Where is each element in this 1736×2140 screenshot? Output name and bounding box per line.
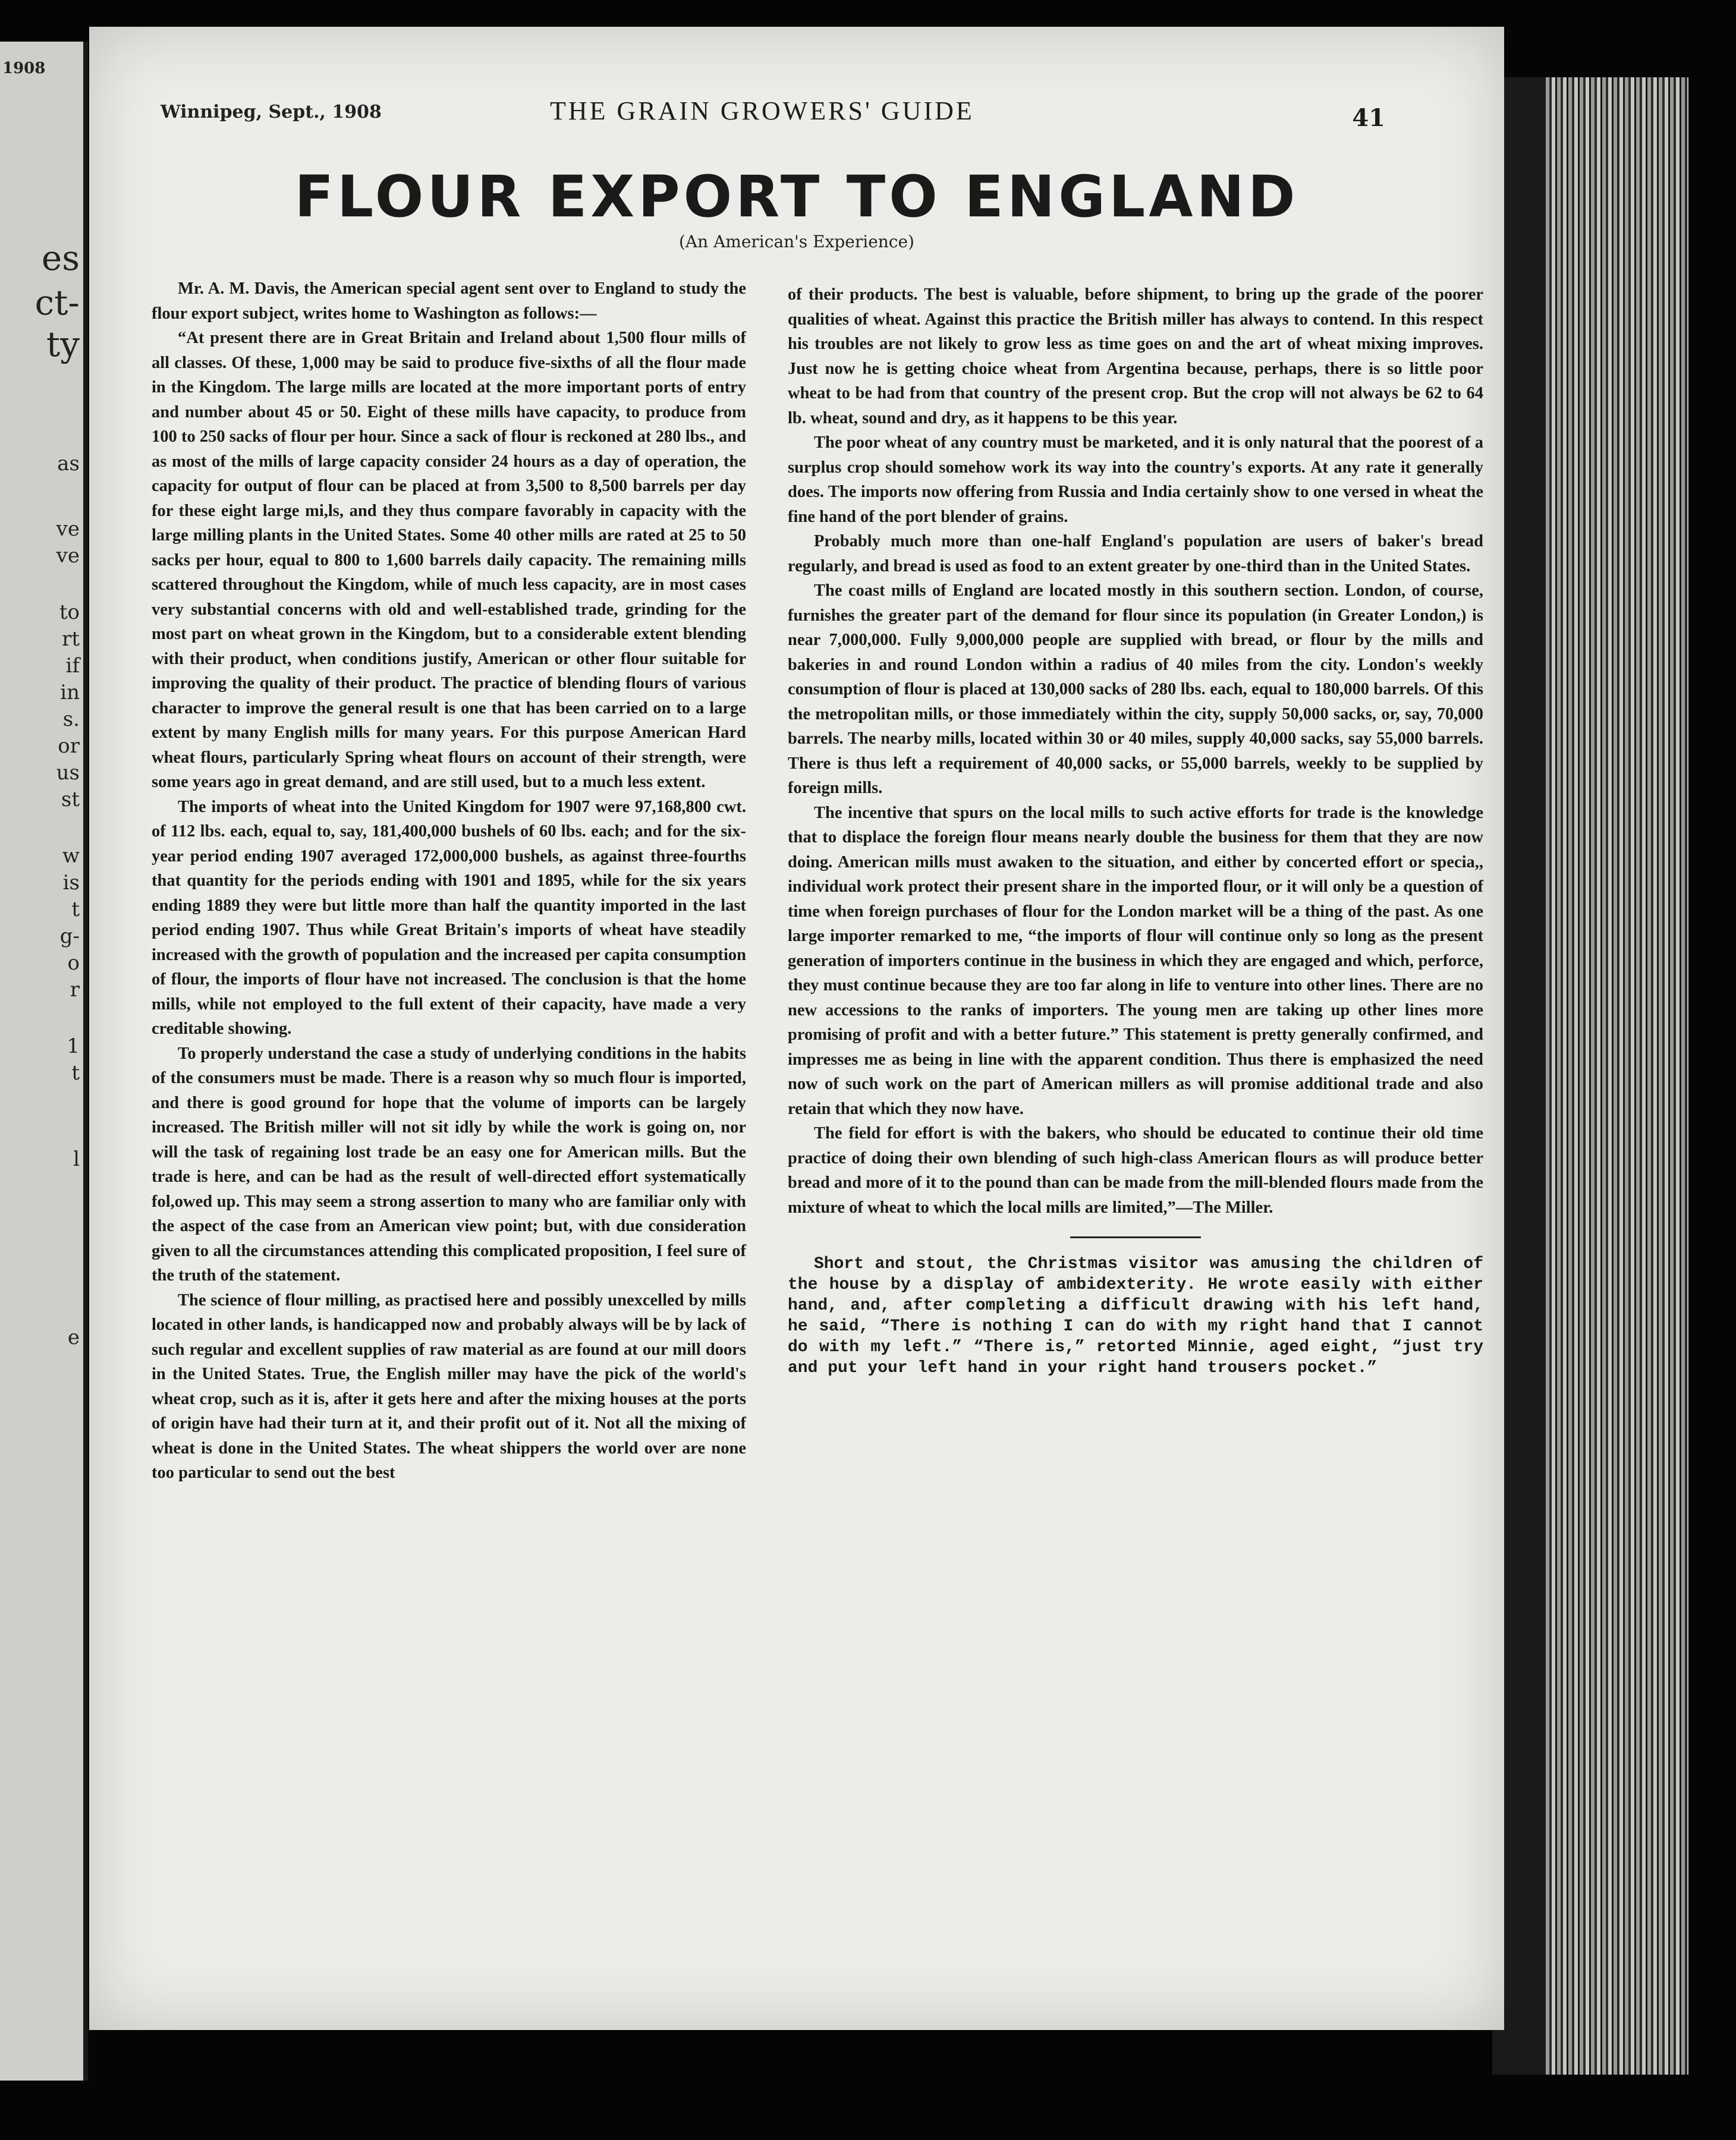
anecdote-filler (788, 1254, 1483, 1379)
book-page-edges-stack (1546, 77, 1688, 2075)
paragraph: The imports of wheat into the United Kingdom for 1907 were 97,168,800 cwt. of 112 lbs. each, equal to, say, 181,400,000 bushels of 60 lbs. each; and for the six-year period ending 1907 averaged 172,000,000 bushels, as against three-fourths that quantity for the periods ending with 1901 and 1895, while for the six years ending 1889 they were but little more than half the quantity imported in the last period ending 1907. Thus while Great Britain's imports of wheat have steadily increased with the growth of population and the increased per capita consumption of flour, the imports of flour have not increased. The conclusion is that the home mills, while not employed to the full extent of their capacity, have made a very creditable showing. (152, 797, 746, 1038)
previous-page-fragment: to (59, 600, 80, 624)
previous-page-fragment: ty (46, 324, 80, 364)
paragraph: The coast mills of England are located mostly in this southern section. London, of course, furnishes the greater part of the demand for flour since its population (in Greater London,) is near 7,000,000. Fully 9,000,000 people are supplied with bread, or flour by the mills and bakeries in and round London within a radius of 40 miles from the city. London's weekly consumption of flour is placed at 130,000 sacks of 280 lbs. each, equal to 180,000 barrels. Of this the metropolitan mills, or those immediately within the city, supply 50,000 sacks, or, say, 70,000 barrels. The nearby mills, located within 30 or 40 miles, supply 40,000 sacks, say 55,000 barrels. There is thus left a requirement of 40,000 sacks, or 55,000 barrels, weekly to be supplied by foreign mills. (788, 581, 1483, 797)
previous-page-fragment: as (57, 452, 80, 476)
previous-page-fragment: is (62, 871, 80, 895)
previous-page-fragment: e (67, 1326, 80, 1349)
previous-page-fragment: o (67, 951, 80, 975)
paragraph: Mr. A. M. Davis, the American special agent sent over to England to study the flour export subject, writes home to Washington as follows:— (152, 279, 746, 323)
publication-title: THE GRAIN GROWERS' GUIDE (550, 96, 974, 125)
paragraph: “At present there are in Great Britain and Ireland about 1,500 flour mills of all classes. Of these, 1,000 may be said to produce five-sixths of all the flour made in the Kingdom. The large mills are located at the more important ports of entry and number about 45 or 50. Eight of these mills have capacity, to produce from 100 to 250 sacks of flour per hour. Since a sack of flour is reckoned at 280 lbs., and as most of the mills of large capacity consider 24 hours as a day of operation, the capacity for output of flour can be placed at from 3,500 to 8,500 barrels per day for these eight large mi,ls, and they thus compare favorably in capacity with the large milling plants in the United States. Some 40 other mills are rated at 25 to 50 sacks per hour, equal to 800 to 1,600 barrels daily capacity. The remaining mills scattered throughout the Kingdom, while of much less capacity, are in most cases very substantial concerns with old and well-established trade, grinding for the most part on wheat grown in the Kingdom, but to a considerable extent blending with their product, when conditions justify, American or other flour suitable for improving the quality of their product. The practice of blending flours of various character to improve the general result is one that has been carried on to a large extent by many English mills for many years. For this purpose American Hard wheat flours, particularly Spring wheat flours on account of their strength, were some years ago in great demand, and are still used, but to a much less extent. (152, 329, 746, 791)
previous-page-fragment: ct- (34, 282, 80, 323)
previous-page-fragment: g- (59, 924, 80, 948)
paragraph: The poor wheat of any country must be marketed, and it is only natural that the poorest of a surplus crop should somehow work its way into the country's exports. At any rate it generally does. The imports now offering from Russia and India certainly show to one versed in wheat the fine hand of the port blender of grains. (788, 433, 1483, 526)
previous-page-fragment: w (62, 844, 80, 868)
anecdote-text: Short and stout, the Christmas visitor was amusing the children of the house by a display of ambidexterity. He wrote easily with either hand, and, after completing a difficult drawing with his left hand, he said, “There is nothing I can do with my right hand that I cannot do with my left.” “There is,” retorted Minnie, aged eight, “just try and put your left hand in your right hand trousers pocket.” (788, 1255, 1483, 1377)
previous-page-fragment: t (71, 1061, 80, 1085)
article-subtitle: (An American's Experience) (679, 232, 914, 251)
previous-page-fragment: l (73, 1147, 80, 1171)
previous-page-number: 1908 (2, 59, 46, 77)
magazine-page (89, 27, 1504, 2030)
previous-page-edge (0, 42, 88, 2081)
previous-page-fragment: s. (62, 707, 80, 731)
paragraph: The incentive that spurs on the local mills to such active efforts for trade is the knowledge that to displace the foreign flour means nearly double the business for them that they are now doing. American mills must awaken to the situation, and either by concerted effort or specia,, individual work protect their present share in the imported flour, or it will only be a question of time when foreign purchases of flour for the London market will be a thing of the past. As one large importer remarked to me, “the imports of flour will continue only so long as the present generation of importers continue in the business in which they are engaged and which, perforce, they must continue because they are too far along in life to venture into other lines. There are no new accessions to the ranks of importers. The young men are taking up other lines more promising of profit and with a better future.” This statement is pretty generally confirmed, and impresses me as being in line with the apparent condition. Thus there is emphasized the need now of such work on the part of American millers as will promise additional trade and also retain that which they now have. (788, 803, 1483, 1118)
section-divider (1070, 1236, 1201, 1238)
running-head (161, 98, 1468, 134)
previous-page-fragment: ve (56, 517, 80, 541)
paragraph: The field for effort is with the bakers, who should be educated to continue their old time practice of doing their own blending of such high-class American flours as will produce better bread and more of it to the pound than can be made from the mill-blended flours made from the mixture of wheat to which the local mills are limited,”—The Miller. (788, 1124, 1483, 1217)
previous-page-fragment: r (70, 978, 80, 1002)
previous-page-fragment: t (71, 898, 80, 921)
paragraph: To properly understand the case a study of underlying conditions in the habits of the consumers must be made. There is a reason why so much flour is imported, and there is good ground for hope that the volume of imports can be largely increased. The British miller will not sit idly by while the work is going on, nor will the task of regaining lost trade be an easy one for American mills. But the trade is here, and can be had as the result of well-directed effort systematically fol,owed up. This may seem a strong assertion to many who are familiar only with the aspect of the case from an American view point; but, with due consideration given to all the circumstances attending this complicated proposition, I feel sure of the truth of the statement. (152, 1044, 746, 1285)
paragraph: Probably much more than one-half England's population are users of baker's bread regularly, and bread is used as food to an extent greater by one-third than in the United States. (788, 532, 1483, 575)
previous-page-fragment: rt (62, 627, 80, 651)
article-column-left (152, 276, 746, 1486)
previous-page-fragment: 1 (67, 1034, 80, 1058)
previous-page-fragment: or (58, 734, 80, 758)
paragraph: The science of flour milling, as practised here and possibly unexcelled by mills located in other lands, is handicapped now and probably always will be by lack of such regular and excellent supplies of raw material as are found at our mill doors in the United States. True, the English miller may have the pick of the world's wheat crop, such as it is, after it gets here and after the mixing houses at the ports of origin have had their turn at it, and their profit out of it. Not all the mixing of wheat is done in the United States. The wheat shippers the world over are none too particular to send out the best (152, 1291, 746, 1482)
previous-page-fragment: in (60, 681, 80, 704)
paragraph-continued: of their products. The best is valuable, before shipment, to bring up the grade of the poorer qualities of wheat. Against this practice the British miller has always to contend. In this respect his troubles are not likely to grow less as time goes on and the art of wheat mixing improves. Just now he is getting choice wheat from Argentina because, perhaps, there is so little poor wheat to be had from that country of the present crop. But the crop will not always be 62 to 64 lb. wheat, sound and dry, as it happens to be this year. (788, 285, 1483, 427)
previous-page-fragment: if (65, 654, 80, 678)
issue-dateline: Winnipeg, Sept., 1908 (161, 102, 382, 122)
page-number: 41 (1352, 104, 1385, 132)
article-title: FLOUR EXPORT TO ENGLAND (294, 163, 1299, 230)
previous-page-fragment: us (56, 761, 80, 785)
article-column-right (788, 282, 1483, 1379)
previous-page-fragment: ve (56, 544, 80, 568)
previous-page-fragment: st (61, 788, 80, 811)
previous-page-fragment: es (41, 238, 80, 278)
